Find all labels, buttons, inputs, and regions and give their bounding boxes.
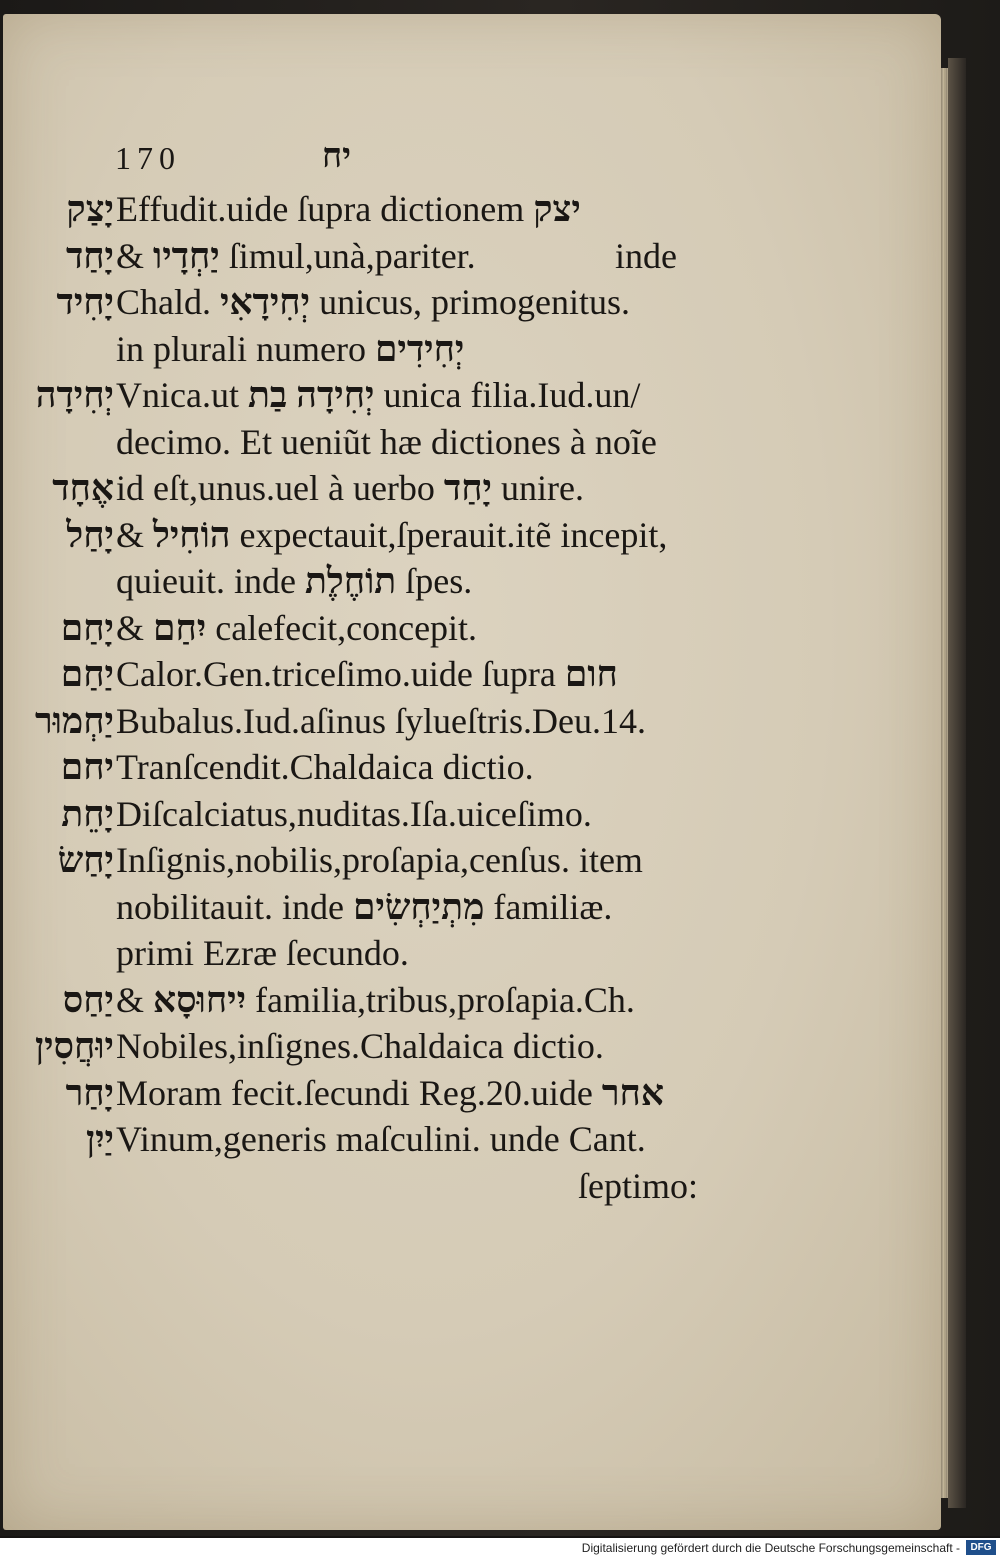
latin-text: familiæ.: [484, 886, 613, 927]
latin-text: &: [116, 979, 154, 1020]
latin-text: ſimul,unà,pariter.: [219, 235, 476, 276]
headword: יוּחֲסִין: [34, 1026, 114, 1066]
latin-text: Chald.: [116, 282, 220, 322]
latin-text: unica filia.Iud.un/: [374, 375, 641, 415]
dictionary-text: [0, 186, 940, 1209]
hebrew-word: יצק: [533, 189, 581, 229]
entry-text: [116, 512, 667, 559]
text-line: [0, 512, 940, 559]
latin-text: familia,tribus,proſapia.Ch.: [246, 979, 635, 1020]
latin-text: unicus, primogenitus.: [310, 282, 631, 322]
hebrew-word: מִתְיַחְשִׂים: [352, 886, 485, 927]
latin-text: &: [116, 514, 154, 555]
headword: יָחַם: [60, 607, 114, 648]
text-line: [0, 1070, 940, 1117]
text-line: [0, 558, 940, 605]
latin-text: &: [116, 607, 154, 648]
latin-text: Effudit.uide ſupra dictionem: [116, 189, 534, 229]
latin-text: decimo. Et ueniũt hæ dictiones à noĩe: [116, 421, 657, 462]
hebrew-word: יַחְדָיו: [153, 235, 220, 276]
latin-text: Vinum,generis maſculini. unde Cant.: [116, 1119, 646, 1159]
page-header: [0, 140, 940, 184]
entry-text: [116, 419, 657, 466]
entry-text: [116, 837, 643, 884]
entry-text: [116, 1023, 604, 1070]
text-line: [0, 279, 940, 326]
text-line: [0, 419, 940, 466]
text-line: [0, 930, 940, 977]
right-word: inde: [615, 235, 677, 276]
latin-text: Moram fecit.ſecundi Reg.20.uide: [116, 1072, 602, 1113]
headword: יָחַשׂ: [57, 840, 114, 880]
headword: יָחִיד: [56, 282, 114, 322]
headword: יַחַם: [60, 654, 114, 694]
latin-text: id eſt,unus.uel à uerbo: [116, 468, 444, 508]
text-line: [0, 372, 940, 419]
hebrew-word: תוֹחֶלֶת: [304, 561, 397, 601]
text-line: [0, 186, 940, 233]
entry-text: [116, 884, 612, 931]
latin-text: calefecit,concepit.: [206, 607, 478, 648]
latin-text: Bubalus.Iud.aſinus ſylueſtris.Deu.14.: [116, 700, 646, 741]
latin-text: quieuit. inde: [116, 561, 305, 601]
right-word: ſeptimo:: [578, 1165, 698, 1206]
entry-text: [116, 558, 472, 605]
entry-text: [116, 791, 592, 838]
entry-text: [116, 698, 646, 745]
hebrew-word: יְחִידִים: [374, 328, 465, 369]
hebrew-word: יִיחוּסָא: [153, 979, 247, 1020]
headword: יָצַק: [66, 189, 114, 229]
text-line: [0, 698, 940, 745]
book-edge-shadow: [948, 58, 966, 1508]
latin-text: in plurali numero: [116, 328, 375, 369]
latin-text: Inſignis,nobilis,proſapia,cenſus. item: [116, 840, 643, 880]
entry-text: [116, 186, 581, 233]
entry-text: [116, 930, 409, 977]
entry-text: [116, 1116, 646, 1163]
entry-text: [116, 326, 464, 373]
text-line: [0, 1023, 940, 1070]
text-line: [0, 1116, 940, 1163]
latin-text: Diſcalciatus,nuditas.Iſa.uiceſimo.: [116, 793, 592, 834]
hebrew-word: יְחִידָה בַת: [247, 375, 375, 415]
text-line: [0, 837, 940, 884]
hebrew-word: אחר: [601, 1072, 664, 1113]
text-line: [0, 744, 940, 791]
running-head: יח: [322, 138, 352, 175]
hebrew-word: יָחַד: [443, 468, 492, 508]
headword: יחם: [60, 747, 114, 787]
latin-text: Nobiles,inſignes.Chaldaica dictio.: [116, 1026, 604, 1066]
latin-text: ſpes.: [396, 561, 473, 601]
dfg-logo: DFG: [966, 1540, 996, 1555]
headword: יָחַד: [65, 235, 114, 276]
footer-bar: [0, 1538, 1000, 1558]
entry-text: [116, 605, 477, 652]
text-line: [0, 233, 940, 280]
headword: אֶחָד: [52, 468, 114, 508]
hebrew-word: הוֹחִיל: [153, 514, 231, 555]
folio-number: 170: [115, 140, 181, 176]
entry-text: [116, 977, 635, 1024]
headword: יַחַס: [62, 979, 114, 1020]
text-line: [0, 977, 940, 1024]
entry-text: [116, 744, 534, 791]
text-line: [0, 651, 940, 698]
entry-text: [116, 651, 618, 698]
latin-text: &: [116, 235, 154, 276]
headword: יַחְמוּר: [35, 700, 114, 741]
hebrew-word: יְחִידָאִי: [220, 282, 311, 322]
latin-text: Vnica.ut: [116, 375, 248, 415]
latin-text: unire.: [491, 468, 584, 508]
entry-text: [116, 233, 476, 280]
funding-credit: Digitalisierung gefördert durch die Deutsche Forschungsgemeinschaft -: [581, 1541, 960, 1555]
latin-text: nobilitauit. inde: [116, 886, 353, 927]
hebrew-word: יִחַם: [153, 607, 207, 648]
text-line: [0, 465, 940, 512]
text-line: [0, 1163, 940, 1210]
headword: יָחַר: [65, 1072, 114, 1113]
latin-text: Tranſcendit.Chaldaica dictio.: [116, 747, 534, 787]
headword: יָחַל: [66, 514, 114, 555]
entry-text: [116, 279, 630, 326]
latin-text: expectauit,ſperauit.itẽ incepit,: [230, 514, 668, 555]
text-line: [0, 605, 940, 652]
entry-text: [116, 465, 584, 512]
text-line: [0, 791, 940, 838]
headword: יְחִידָה: [35, 375, 114, 415]
latin-text: Calor.Gen.triceſimo.uide ſupra: [116, 654, 565, 694]
latin-text: primi Ezræ ſecundo.: [116, 933, 409, 973]
hebrew-word: חום: [564, 654, 618, 694]
text-line: [0, 884, 940, 931]
entry-text: [116, 372, 640, 419]
headword: יָחֵת: [61, 793, 114, 834]
entry-text: [116, 1070, 664, 1117]
text-line: [0, 326, 940, 373]
headword: יַיִן: [85, 1119, 114, 1159]
